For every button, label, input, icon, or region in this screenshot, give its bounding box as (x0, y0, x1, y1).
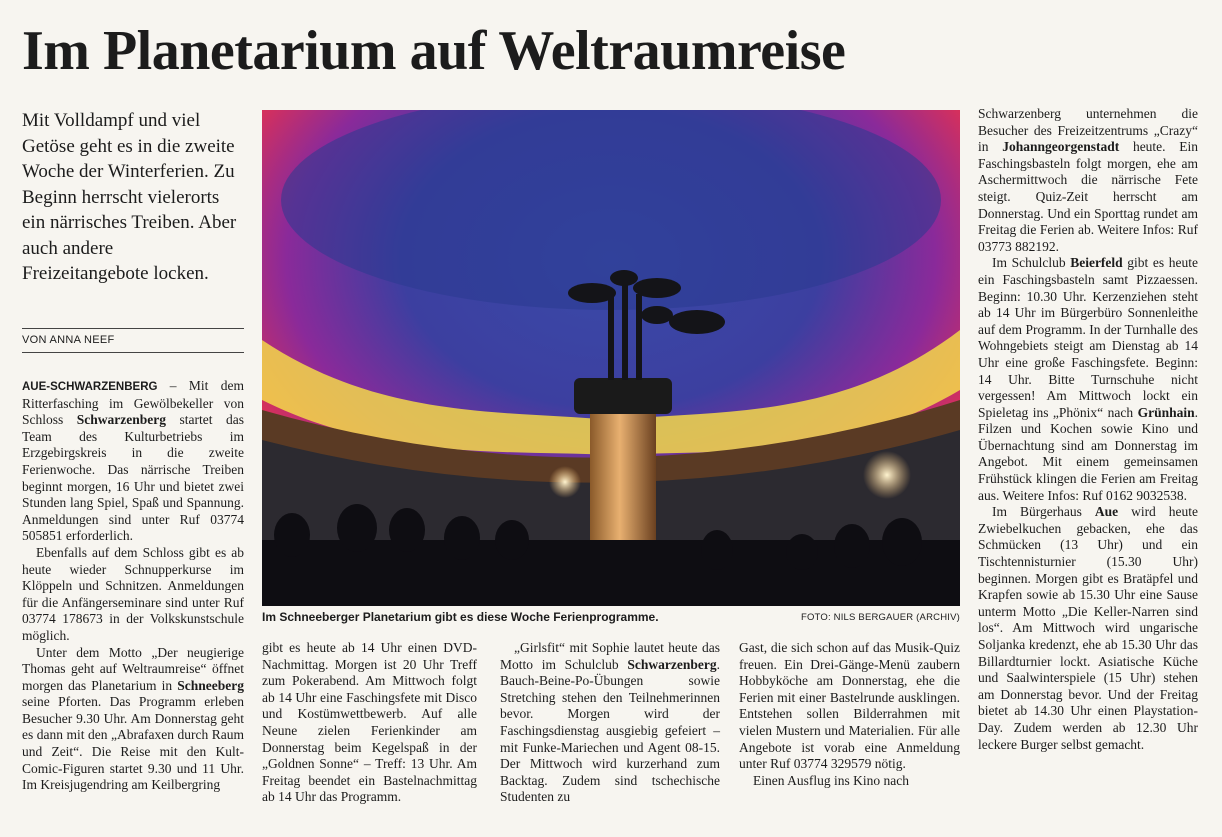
article-paragraph: gibt es heute ab 14 Uhr einen DVD-Nachmittag. Morgen ist 20 Uhr Treff zum Pokerabend. Am Mittwoch folgt ab 14 Uhr eine Faschingsfete mit Disco und Kostümwettbewerb. Auf alle Neune zielen Ferienkinder am Donnerstag beim Kegelspaß in der „Goldnen Sonne“ – Treff: 13 Uhr. Am Freitag beendet ein Bastelnachmittag ab 14 Uhr das Programm. (262, 640, 477, 805)
article-paragraph: Einen Ausflug ins Kino nach (753, 772, 909, 788)
article-paragraph: Gast, die sich schon auf das Musik-Quiz freuen. Ein Drei-Gänge-Menü zaubern Hobbyköche am Donnerstag, ehe die Ferien mit einer Bastelrunde ausklingen. Entstehen sollen Bilderrahmen mit vielen Mustern und Materialien. Für alle Angebote ist vorab eine Anmeldung unter Ruf 03774 329579 nötig. (739, 640, 960, 772)
article-column-1 (22, 378, 244, 794)
dateline: AUE-SCHWARZENBERG (22, 381, 158, 393)
text-run: Unter dem Motto „Der neugierige Thomas geht auf Weltraumreise“ öffnet morgen das Planetarium in (22, 644, 244, 693)
photo-credit: FOTO: NILS BERGAUER (ARCHIV) (800, 612, 960, 623)
place-name: Schneeberg (177, 677, 244, 693)
place-name: Grünhain (1137, 404, 1195, 420)
byline-rule-top (22, 328, 244, 329)
text-run: heute. Ein Faschingsbasteln folgt morgen, ehe am Aschermittwoch die närrische Fete steigt. Quiz-Zeit herrscht am Donnerstag. Und ein Sporttag rundet am Freitag die Ferien ab. Weitere Infos: Ruf 03773 882192. (978, 139, 1198, 254)
place-name: Beierfeld (1070, 255, 1123, 271)
planetarium-photo (262, 110, 960, 606)
headline: Im Planetarium auf Weltraumreise (22, 20, 846, 82)
byline-rule-bottom (22, 352, 244, 353)
article-paragraph (500, 640, 720, 806)
article-column-3 (500, 640, 720, 806)
text-run: „Girlsfit“ mit Sophie lautet heute das Motto im Schulclub (500, 640, 720, 672)
text-run: seine Pforten. Das Programm erleben Besucher 9.30 Uhr. Am Donnerstag geht es dann mit den „Abrafaxen durch Raum und Zeit“. Die Reise mit den Kult-Comic-Figuren startet 9.30 und 11 Uhr. Im Kreisjugendring am Keilbergring (22, 694, 244, 793)
article-paragraph (22, 378, 244, 545)
article-column-2 (262, 640, 477, 806)
planetarium-photo-image (262, 110, 960, 606)
place-name: Aue (1094, 504, 1119, 520)
photo-caption: Im Schneeberger Planetarium gibt es diese Woche Ferienprogramme. (262, 610, 659, 624)
place-name: Johanngeorgenstadt (1002, 139, 1120, 155)
byline: VON ANNA NEEF (22, 334, 115, 346)
text-run: Im Bürgerhaus (992, 504, 1095, 520)
text-run: gibt es heute ein Faschingsbasteln samt Pizzaessen. Beginn: 10.30 Uhr. Kerzenziehen steht ab 14 Uhr im Bürgerbüro Sonnenleithe auf dem Programm. In der Turnhalle des Wohngebiets steigt am Dienstag ab 14 Uhr eine große Faschingsfete. Beginn: 14 Uhr. Bitte Turnschuhe nicht vergessen! Am Mittwoch lockt ein Spieletag ins „Phönix“ nach (978, 255, 1198, 420)
text-run: Schwarzenberg unternehmen die Besucher des Freizeitzentrums „Crazy“ in (978, 106, 1198, 155)
article-paragraph (22, 645, 244, 794)
place-name: Schwarzenberg (76, 412, 166, 428)
article-column-4 (739, 640, 960, 789)
text-run: . Bauch-Beine-Po-Übungen sowie Stretching stehen den Teilnehmerinnen bevor. Morgen wird der Faschingsdienstag ausgiebig gefeiert – mit Funke-Mariechen und Agent 08-15. Der Mittwoch wird kurzerhand zum Backtag. Zudem sind tschechische Studenten zu (500, 656, 720, 805)
place-name: Schwarzenberg (627, 656, 717, 672)
text-run: – Mit dem Ritterfasching im Gewölbekeller von Schloss (22, 378, 244, 428)
text-run: startet das Team des Kulturbetriebs im Erzgebirgskreis in die zweite Ferienwoche. Das närrische Treiben beginnt morgen, 16 Uhr und bietet zwei Stunden lang Spiel, Spaß und Spannung. Anmeldungen sind unter Ruf 03774 505851 erforderlich. (22, 412, 244, 544)
article-paragraph (978, 106, 1198, 255)
text-run: Im Schulclub (992, 255, 1071, 271)
article-paragraph: Ebenfalls auf dem Schloss gibt es ab heute wieder Schnupperkurse im Klöppeln und Schnitzen. Anmeldungen für die Anfängerseminare sind unter Ruf 03774 178673 in der Volkskunstschule möglich. (22, 544, 244, 643)
article-column-5 (978, 106, 1198, 753)
article-paragraph (978, 504, 1198, 753)
photo-caption-row (262, 610, 960, 628)
article-paragraph (978, 255, 1198, 504)
lead-paragraph: Mit Volldampf und viel Getöse geht es in die zweite Woche der Winterferien. Zu Beginn herrscht vielerorts ein närrisches Treiben. Aber auch andere Freizeitangebote locken. (22, 110, 237, 284)
text-run: . Filzen und Kochen sowie Kino und Übernachtung sind am Donnerstag im Angebot. Mit einem gemeinsamen Frühstück klingen die Ferien am Freitag aus. Weitere Infos: Ruf 0162 9032538. (978, 404, 1198, 503)
text-run: wird heute Zwiebelkuchen gebacken, ehe das Schmücken (13 Uhr) und ein Tischtennisturnier (15.30 Uhr) beginnen. Morgen gibt es Bratäpfel und Krapfen sowie ab 15.30 Uhr eine Sause unterm Motto „Die Keller-Narren sind los“. Am Mittwoch wird ungarische Soljanka kredenzt, ehe ab 15.30 Uhr das Billardturnier lockt. Asiatische Küche und Saalwinterspiele (15 Uhr) stehen am Donnerstag bevor. Und der Freitag bietet ab 14.30 Uhr einen Playstation-Day. Zudem werden ab 12.30 Uhr leckere Burger selbst gemacht. (978, 504, 1198, 752)
